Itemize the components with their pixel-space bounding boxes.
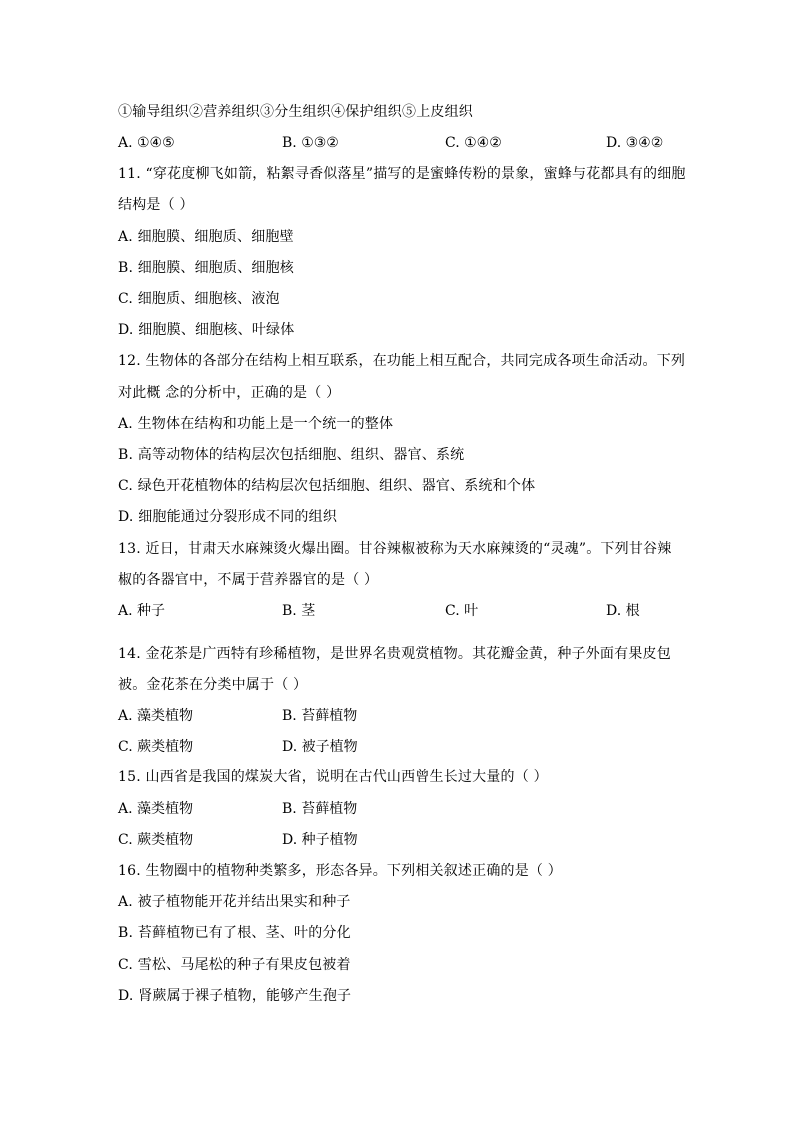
q12-option-b: B. 高等动物体的结构层次包括细胞、组织、器官、系统 (118, 447, 465, 463)
q16-stem-line1: 16. 生物圈中的植物种类繁多，形态各异。下列相关叙述正确的是（ ） (118, 863, 562, 879)
q12-option-c: C. 绿色开花植物体的结构层次包括细胞、组织、器官、系统和个体 (118, 478, 536, 494)
q16-option-c: C. 雪松、马尾松的种子有果皮包被着 (118, 957, 351, 973)
q11-option-d: D. 细胞膜、细胞核、叶绿体 (118, 322, 295, 338)
q10-option-b: B. ①③② (282, 135, 339, 151)
q15-options-row2 (118, 830, 518, 850)
q11-option-a: A. 细胞膜、细胞质、细胞壁 (118, 229, 294, 245)
q12-option-d: D. 细胞能通过分裂形成不同的组织 (118, 509, 338, 525)
q14-options-row2 (118, 737, 518, 757)
q13-option-d: D. 根 (606, 603, 640, 619)
q13-option-a: A. 种子 (118, 603, 166, 619)
q10-option-c: C. ①④② (445, 135, 502, 151)
q13-option-c: C. 叶 (445, 603, 479, 619)
q16-option-b: B. 苔藓植物已有了根、茎、叶的分化 (118, 925, 351, 941)
q14-option-d: D. 被子植物 (282, 739, 358, 755)
q13-stem-line1: 13. 近日，甘肃天水麻辣烫火爆出圈。甘谷辣椒被称为天水麻辣烫的“灵魂”。下列甘谷辣 (118, 541, 672, 557)
q11-stem-line2: 结构是（ ） (118, 197, 194, 213)
q15-option-a: A. 藻类植物 (118, 801, 194, 817)
q15-stem-line1: 15. 山西省是我国的煤炭大省，说明在古代山西曾生长过大量的（ ） (118, 769, 548, 785)
q12-stem-line1: 12. 生物体的各部分在结构上相互联系，在功能上相互配合，共同完成各项生命活动。下列 (118, 353, 686, 369)
q16-option-a: A. 被子植物能开花并结出果实和种子 (118, 894, 351, 910)
q11-option-b: B. 细胞膜、细胞质、细胞核 (118, 260, 294, 276)
q14-option-b: B. 苔藓植物 (282, 708, 358, 724)
q10-tissue-list: ①输导组织②营养组织③分生组织④保护组织⑤上皮组织 (118, 104, 473, 120)
q11-stem-line1: 11. “穿花度柳飞如箭，粘絮寻香似落星”描写的是蜜蜂传粉的景象，蜜蜂与花都具有的细胞 (118, 166, 686, 182)
q14-option-c: C. 蕨类植物 (118, 739, 194, 755)
q15-option-d: D. 种子植物 (282, 832, 358, 848)
q10-option-d: D. ③④② (606, 135, 664, 151)
q12-option-a: A. 生物体在结构和功能上是一个统一的整体 (118, 416, 394, 432)
q11-option-c: C. 细胞质、细胞核、液泡 (118, 291, 280, 307)
q15-option-c: C. 蕨类植物 (118, 832, 194, 848)
q15-options-row1 (118, 799, 518, 819)
q15-option-b: B. 苔藓植物 (282, 801, 358, 817)
q10-options (118, 133, 678, 153)
q13-option-b: B. 茎 (282, 603, 316, 619)
q13-stem-line2: 椒的各器官中，不属于营养器官的是（ ） (118, 572, 379, 588)
q16-option-d: D. 肾蕨属于裸子植物，能够产生孢子 (118, 988, 352, 1004)
q14-stem-line2: 被。金花茶在分类中属于（ ） (118, 677, 308, 693)
q14-stem-line1: 14. 金花茶是广西特有珍稀植物，是世界名贵观赏植物。其花瓣金黄，种子外面有果皮包 (118, 646, 671, 662)
q12-stem-line2: 对此概 念的分析中，正确的是（ ） (118, 385, 341, 401)
q14-option-a: A. 藻类植物 (118, 708, 194, 724)
q10-option-a: A. ①④⑤ (118, 135, 175, 151)
q13-options (118, 601, 678, 621)
q14-options-row1 (118, 706, 518, 726)
